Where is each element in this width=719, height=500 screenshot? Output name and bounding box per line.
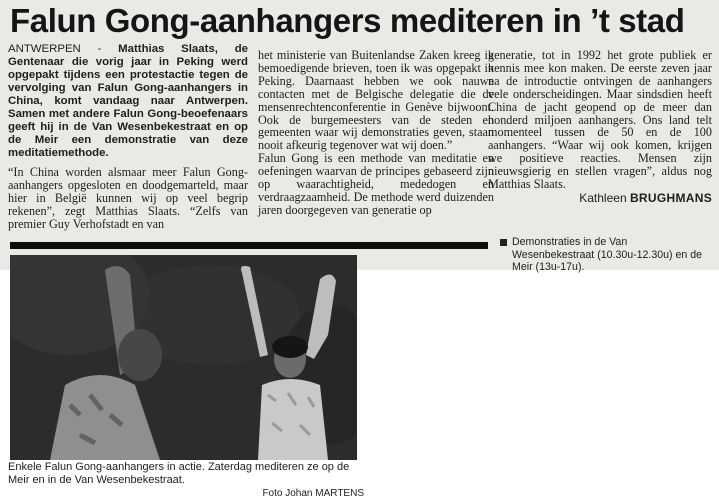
byline [488, 192, 712, 205]
credit-prefix: Foto [262, 488, 286, 499]
caption-text: Enkele Falun Gong-aanhangers in actie. Zaterdag mediteren ze op de Meir en in de Van Wesenbekestraat. [8, 461, 350, 486]
photo-illustration [10, 255, 357, 460]
article-headline: Falun Gong-aanhangers mediteren in ’t stad [10, 2, 685, 39]
column-3-body: generatie, tot in 1992 het grote publiek er kennis mee kon maken. De eerste zeven jaar na de introductie ontvingen de aanhangers vele onderscheidingen. Maar sindsdien heeft China de jacht geopend op de meer dan honderd miljoen aanhangers. Ons land telt momenteel tussen de 50 en de 100 aanhangers. “Waar wij ook komen, krijgen we positieve reacties. Mensen zijn nieuwsgierig en stellen vragen”, aldus nog Matthias Slaats. [488, 48, 712, 192]
column-2-paragraph-2: Falun Gong is een methode van meditatie en oefeningen waarvan de principes gebaseerd zijn op waarachtigheid, mededogen en verdraagzaamheid. De methode werd duizenden jaren doorgegeven van generatie op [258, 151, 494, 217]
square-bullet-icon [500, 239, 507, 246]
article-column-2 [258, 49, 494, 217]
credit-name: Johan MARTENS [285, 488, 364, 499]
photo-caption [8, 461, 364, 500]
article-column-3 [488, 49, 712, 205]
column-1-body: “In China worden alsmaar meer Falun Gong-aanhangers opgesloten en doodgemarteld, maar hier in België kunnen wij op veel begrip rekenen”, zegt Matthias Slaats. “Zelfs van premier Guy Verhofstadt en van [8, 165, 248, 231]
info-box-text: Demonstraties in de Van Wesenbekestraat (10.30u-12.30u) en de Meir (13u-17u). [512, 236, 703, 274]
column-2-paragraph-1: het ministerie van Buitenlandse Zaken kreeg ik bemoedigende brieven, toen ik was opgepakt in Peking. Daarnaast hebben we ook nauwe contacten met de Belgische delegatie die de mensenrechtenconferentie in Genève bijwoont. Ook de burgemeesters van de steden en gemeenten waar wij demonstraties geven, staan nooit afkeurig tegenover wat wij doen.” [258, 48, 494, 153]
section-rule [10, 242, 488, 249]
photo-credit [8, 487, 364, 500]
lead-text: Matthias Slaats, de Gentenaar die vorig jaar in Peking werd opgepakt tijdens een protestactie tegen de vervolging van Falun Gong-aanhangers in China, komt vandaag naar Antwerpen. Samen met andere Falun Gong-beoefenaars geeft hij in de Van Wesenbekestraat en op de Meir een demonstratie van deze meditatiemethode. [8, 43, 248, 159]
byline-first-name: Kathleen [579, 190, 630, 205]
dateline: ANTWERPEN - [8, 43, 119, 55]
article-column-1 [8, 43, 248, 231]
info-box [512, 236, 712, 274]
article-photo [10, 255, 357, 460]
byline-last-name: BRUGHMANS [629, 190, 712, 205]
article-lead [8, 43, 248, 160]
